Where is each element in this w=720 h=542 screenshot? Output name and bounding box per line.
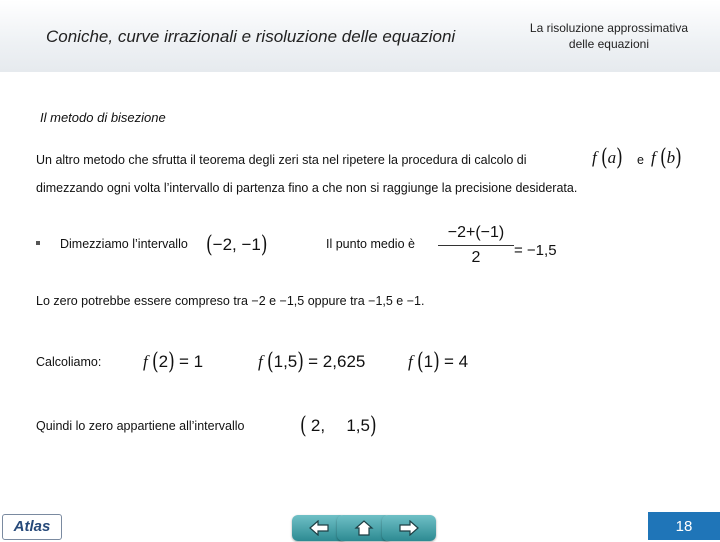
slide-header — [0, 0, 720, 72]
calc-arg: 1 — [423, 352, 434, 371]
midpoint-fraction — [438, 224, 514, 267]
calc-value: = 2,625 — [308, 352, 366, 371]
calc-arg: 2 — [158, 352, 169, 371]
conjunction: e — [637, 153, 644, 167]
step1-label: Dimezziamo l’intervallo — [60, 237, 188, 251]
forward-arrow-icon — [399, 520, 419, 536]
interval-end: 1,5 — [346, 416, 370, 435]
chapter-title: Coniche, curve irrazionali e risoluzione delle equazioni — [46, 27, 456, 46]
var-b: b — [666, 148, 676, 167]
calc-f-1-5: f (1,5) = 2,625 — [258, 348, 366, 376]
f-symbol: f — [258, 352, 263, 371]
atlas-logo[interactable]: Atlas — [2, 514, 62, 540]
intro-line-2: dimezzando ogni volta l’intervallo di partenza fino a che non si raggiunge la precisione desiderata. — [36, 181, 578, 195]
interval-values: −2, −1 — [212, 235, 261, 254]
section-heading: Il metodo di bisezione — [40, 110, 166, 125]
conclusion-interval: ( 2, 1,5) — [300, 412, 377, 440]
calc-label: Calcoliamo: — [36, 355, 102, 369]
section-subtitle — [530, 20, 688, 52]
f-symbol: f — [592, 148, 597, 167]
f-symbol: f — [143, 352, 148, 371]
bullet-icon — [36, 241, 40, 245]
conclusion-label: Quindi lo zero appartiene all’intervallo — [36, 419, 245, 433]
calc-f-1: f (1) = 4 — [408, 348, 469, 376]
midpoint-label: Il punto medio è — [326, 237, 415, 251]
page-number: 18 — [648, 512, 720, 540]
forward-button[interactable] — [382, 515, 436, 541]
var-a: a — [607, 148, 617, 167]
step1-interval: (−2, −1) — [206, 231, 268, 259]
subtitle-line-1: La risoluzione approssimativa — [529, 21, 688, 35]
f-of-b: f (b) — [651, 144, 682, 172]
fraction-denominator: 2 — [471, 249, 481, 266]
zero-interval-text: Lo zero potrebbe essere compreso tra −2 e −1,5 oppure tra −1,5 e −1. — [36, 294, 425, 308]
intro-line-1: Un altro metodo che sfrutta il teorema degli zeri sta nel ripetere la procedura di calcolo di — [36, 153, 527, 167]
calc-value: = 1 — [178, 352, 204, 371]
calc-value: = 4 — [443, 352, 469, 371]
fraction-numerator: −2+(−1) — [438, 224, 514, 246]
back-arrow-icon — [309, 520, 329, 536]
calc-f-2: f (2) = 1 — [143, 348, 204, 376]
subtitle-line-2: delle equazioni — [568, 37, 649, 51]
midpoint-result: = −1,5 — [514, 242, 557, 259]
home-icon — [354, 520, 374, 536]
f-of-a: f (a) — [592, 144, 623, 172]
calc-arg: 1,5 — [273, 352, 298, 371]
f-symbol: f — [651, 148, 656, 167]
interval-start: 2, — [310, 416, 326, 435]
f-symbol: f — [408, 352, 413, 371]
